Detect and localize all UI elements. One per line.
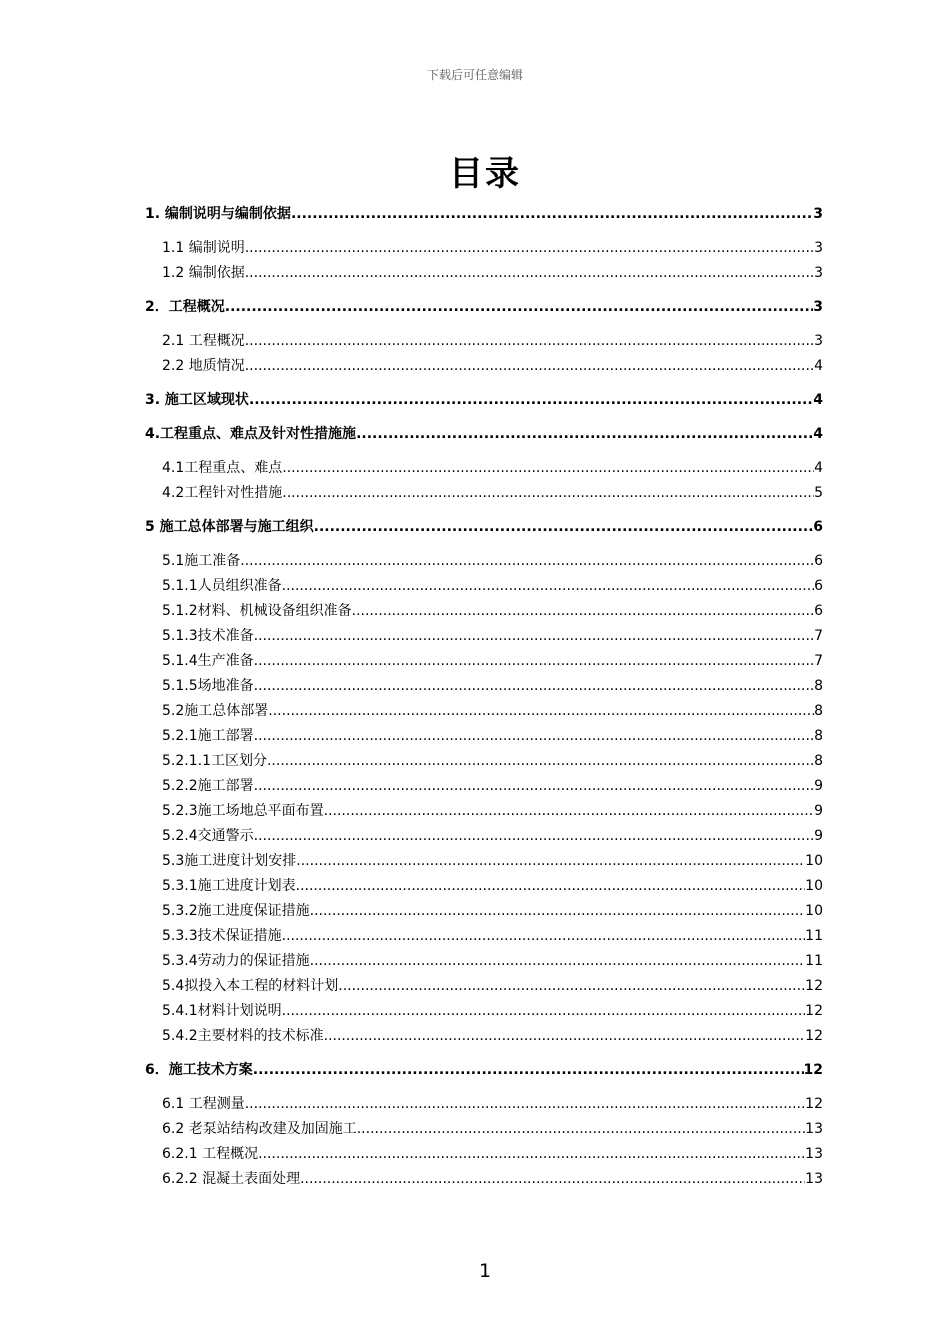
toc-entry[interactable] — [145, 827, 823, 845]
toc-leader-dots — [254, 627, 814, 645]
toc-entry-title: 5.4.1材料计划说明 — [162, 1003, 282, 1019]
toc-entry-title: 6.1 工程测量 — [162, 1096, 245, 1112]
toc-entry[interactable] — [145, 752, 823, 770]
toc-entry-title: 5 施工总体部署与施工组织 — [145, 519, 314, 535]
toc-entry-page: 4 — [814, 460, 823, 476]
toc-entry-title: 5.3.4劳动力的保证措施 — [162, 953, 310, 969]
toc-entry[interactable] — [145, 1170, 823, 1188]
toc-entry-title: 2.1 工程概况 — [162, 333, 245, 349]
table-of-contents — [145, 205, 823, 1188]
toc-entry-page: 12 — [805, 1028, 823, 1044]
toc-entry-title: 4.2工程针对性措施 — [162, 485, 283, 501]
toc-entry-title: 6.2 老泵站结构改建及加固施工 — [162, 1121, 357, 1137]
toc-entry[interactable] — [145, 518, 823, 536]
toc-entry-page: 6 — [814, 578, 823, 594]
toc-leader-dots — [314, 518, 814, 536]
toc-entry-title: 5.2.4交通警示 — [162, 828, 254, 844]
toc-leader-dots — [356, 425, 813, 443]
toc-entry-title: 5.3.3技术保证措施 — [162, 928, 282, 944]
toc-leader-dots — [296, 852, 805, 870]
toc-entry-page: 10 — [805, 903, 823, 919]
toc-entry-page: 8 — [814, 753, 823, 769]
toc-leader-dots — [254, 652, 814, 670]
toc-entry-title: 5.1.4生产准备 — [162, 653, 254, 669]
toc-entry-page: 6 — [813, 519, 823, 535]
toc-leader-dots — [310, 952, 806, 970]
toc-entry[interactable] — [145, 391, 823, 409]
toc-entry-title: 5.4拟投入本工程的材料计划 — [162, 978, 339, 994]
toc-leader-dots — [240, 552, 814, 570]
toc-entry[interactable] — [145, 852, 823, 870]
toc-leader-dots — [253, 1061, 804, 1079]
toc-entry[interactable] — [145, 298, 823, 316]
toc-entry[interactable] — [145, 727, 823, 745]
toc-entry[interactable] — [145, 977, 823, 995]
toc-leader-dots — [282, 927, 806, 945]
toc-entry-page: 12 — [805, 978, 823, 994]
toc-leader-dots — [310, 902, 806, 920]
toc-leader-dots — [254, 777, 814, 795]
toc-entry-page: 3 — [813, 299, 823, 315]
toc-entry[interactable] — [145, 1095, 823, 1113]
toc-leader-dots — [296, 877, 806, 895]
toc-entry-title: 5.2.3施工场地总平面布置 — [162, 803, 324, 819]
toc-entry[interactable] — [145, 777, 823, 795]
toc-entry[interactable] — [145, 577, 823, 595]
toc-entry[interactable] — [145, 652, 823, 670]
toc-leader-dots — [268, 702, 814, 720]
toc-leader-dots — [282, 577, 814, 595]
toc-leader-dots — [258, 1145, 805, 1163]
toc-leader-dots — [338, 977, 805, 995]
toc-leader-dots — [357, 1120, 805, 1138]
toc-entry-page: 3 — [813, 206, 823, 222]
toc-entry-page: 9 — [814, 778, 823, 794]
page-number: 1 — [478, 1260, 492, 1282]
toc-entry[interactable] — [145, 627, 823, 645]
toc-entry-title: 5.1施工准备 — [162, 553, 241, 569]
toc-leader-dots — [245, 239, 814, 257]
toc-entry-title: 1.2 编制依据 — [162, 265, 245, 281]
toc-entry-page: 3 — [814, 265, 823, 281]
toc-entry-page: 13 — [805, 1146, 823, 1162]
toc-entry[interactable] — [145, 332, 823, 350]
toc-leader-dots — [254, 827, 814, 845]
toc-entry[interactable] — [145, 459, 823, 477]
toc-entry-title: 5.3.2施工进度保证措施 — [162, 903, 310, 919]
toc-entry[interactable] — [145, 1145, 823, 1163]
toc-leader-dots — [254, 727, 814, 745]
toc-entry[interactable] — [145, 902, 823, 920]
toc-entry[interactable] — [145, 552, 823, 570]
toc-leader-dots — [282, 1002, 806, 1020]
toc-entry-page: 3 — [814, 333, 823, 349]
toc-entry-page: 4 — [813, 426, 823, 442]
toc-entry-title: 6．施工技术方案 — [145, 1062, 253, 1078]
toc-entry-title: 5.1.5场地准备 — [162, 678, 254, 694]
toc-entry-title: 2．工程概况 — [145, 299, 225, 315]
toc-entry-title: 2.2 地质情况 — [162, 358, 245, 374]
toc-entry-title: 5.2施工总体部署 — [162, 703, 269, 719]
toc-entry-title: 4.1工程重点、难点 — [162, 460, 283, 476]
toc-entry-title: 5.1.3技术准备 — [162, 628, 254, 644]
toc-entry[interactable] — [145, 1120, 823, 1138]
toc-leader-dots — [282, 484, 814, 502]
toc-entry-page: 12 — [805, 1003, 823, 1019]
toc-entry-page: 7 — [814, 628, 823, 644]
toc-entry[interactable] — [145, 877, 823, 895]
toc-entry-title: 5.3.1施工进度计划表 — [162, 878, 296, 894]
toc-entry-title: 6.2.1 工程概况 — [162, 1146, 259, 1162]
toc-entry-page: 7 — [814, 653, 823, 669]
toc-entry[interactable] — [145, 484, 823, 502]
toc-entry-title: 5.2.2施工部署 — [162, 778, 254, 794]
toc-leader-dots — [254, 677, 814, 695]
toc-entry-page: 9 — [814, 828, 823, 844]
header-note: 下载后可任意编辑 — [426, 68, 523, 82]
toc-entry[interactable] — [145, 602, 823, 620]
toc-entry-page: 5 — [814, 485, 823, 501]
toc-entry-page: 6 — [814, 553, 823, 569]
toc-entry-page: 13 — [805, 1121, 823, 1137]
toc-leader-dots — [352, 602, 814, 620]
toc-entry-title: 5.1.1人员组织准备 — [162, 578, 282, 594]
toc-entry-page: 10 — [805, 853, 823, 869]
toc-entry-title: 5.3施工进度计划安排 — [162, 853, 297, 869]
toc-entry-page: 4 — [814, 358, 823, 374]
toc-entry-title: 5.2.1施工部署 — [162, 728, 254, 744]
toc-leader-dots — [245, 264, 814, 282]
toc-leader-dots — [282, 459, 814, 477]
toc-entry[interactable] — [145, 1002, 823, 1020]
toc-entry[interactable] — [145, 702, 823, 720]
toc-entry-page: 8 — [814, 728, 823, 744]
toc-entry-title: 5.4.2主要材料的技术标准 — [162, 1028, 324, 1044]
toc-entry-page: 12 — [805, 1096, 823, 1112]
toc-entry-page: 3 — [814, 240, 823, 256]
toc-entry[interactable] — [145, 952, 823, 970]
toc-leader-dots — [291, 205, 813, 223]
toc-entry[interactable] — [145, 802, 823, 820]
toc-leader-dots — [249, 391, 813, 409]
toc-entry-page: 8 — [814, 703, 823, 719]
toc-leader-dots — [324, 1027, 806, 1045]
toc-entry-page: 4 — [813, 392, 823, 408]
toc-entry-page: 12 — [803, 1062, 823, 1078]
toc-entry[interactable] — [145, 1027, 823, 1045]
toc-entry-title: 5.2.1.1工区划分 — [162, 753, 267, 769]
toc-entry[interactable] — [145, 425, 823, 443]
toc-leader-dots — [245, 332, 814, 350]
toc-leader-dots — [324, 802, 814, 820]
toc-entry-page: 8 — [814, 678, 823, 694]
toc-entry-title: 1. 编制说明与编制依据 — [145, 206, 291, 222]
toc-entry-page: 13 — [805, 1171, 823, 1187]
toc-leader-dots — [245, 357, 814, 375]
toc-entry-title: 4.工程重点、难点及针对性措施施 — [145, 426, 357, 442]
toc-entry[interactable] — [145, 239, 823, 257]
toc-entry-title: 5.1.2材料、机械设备组织准备 — [162, 603, 352, 619]
toc-entry[interactable] — [145, 1061, 823, 1079]
toc-leader-dots — [245, 1095, 805, 1113]
toc-entry[interactable] — [145, 205, 823, 223]
toc-entry-page: 11 — [805, 953, 823, 969]
toc-entry-title: 6.2.2 混凝土表面处理 — [162, 1171, 301, 1187]
toc-entry[interactable] — [145, 677, 823, 695]
toc-entry-page: 9 — [814, 803, 823, 819]
toc-entry-title: 1.1 编制说明 — [162, 240, 245, 256]
toc-entry[interactable] — [145, 264, 823, 282]
page-title: 目录 — [449, 154, 521, 194]
toc-entry[interactable] — [145, 927, 823, 945]
toc-entry[interactable] — [145, 357, 823, 375]
toc-leader-dots — [300, 1170, 805, 1188]
toc-entry-page: 6 — [814, 603, 823, 619]
toc-entry-title: 3. 施工区域现状 — [145, 392, 249, 408]
toc-entry-page: 10 — [805, 878, 823, 894]
toc-leader-dots — [225, 298, 814, 316]
toc-leader-dots — [267, 752, 814, 770]
toc-entry-page: 11 — [805, 928, 823, 944]
